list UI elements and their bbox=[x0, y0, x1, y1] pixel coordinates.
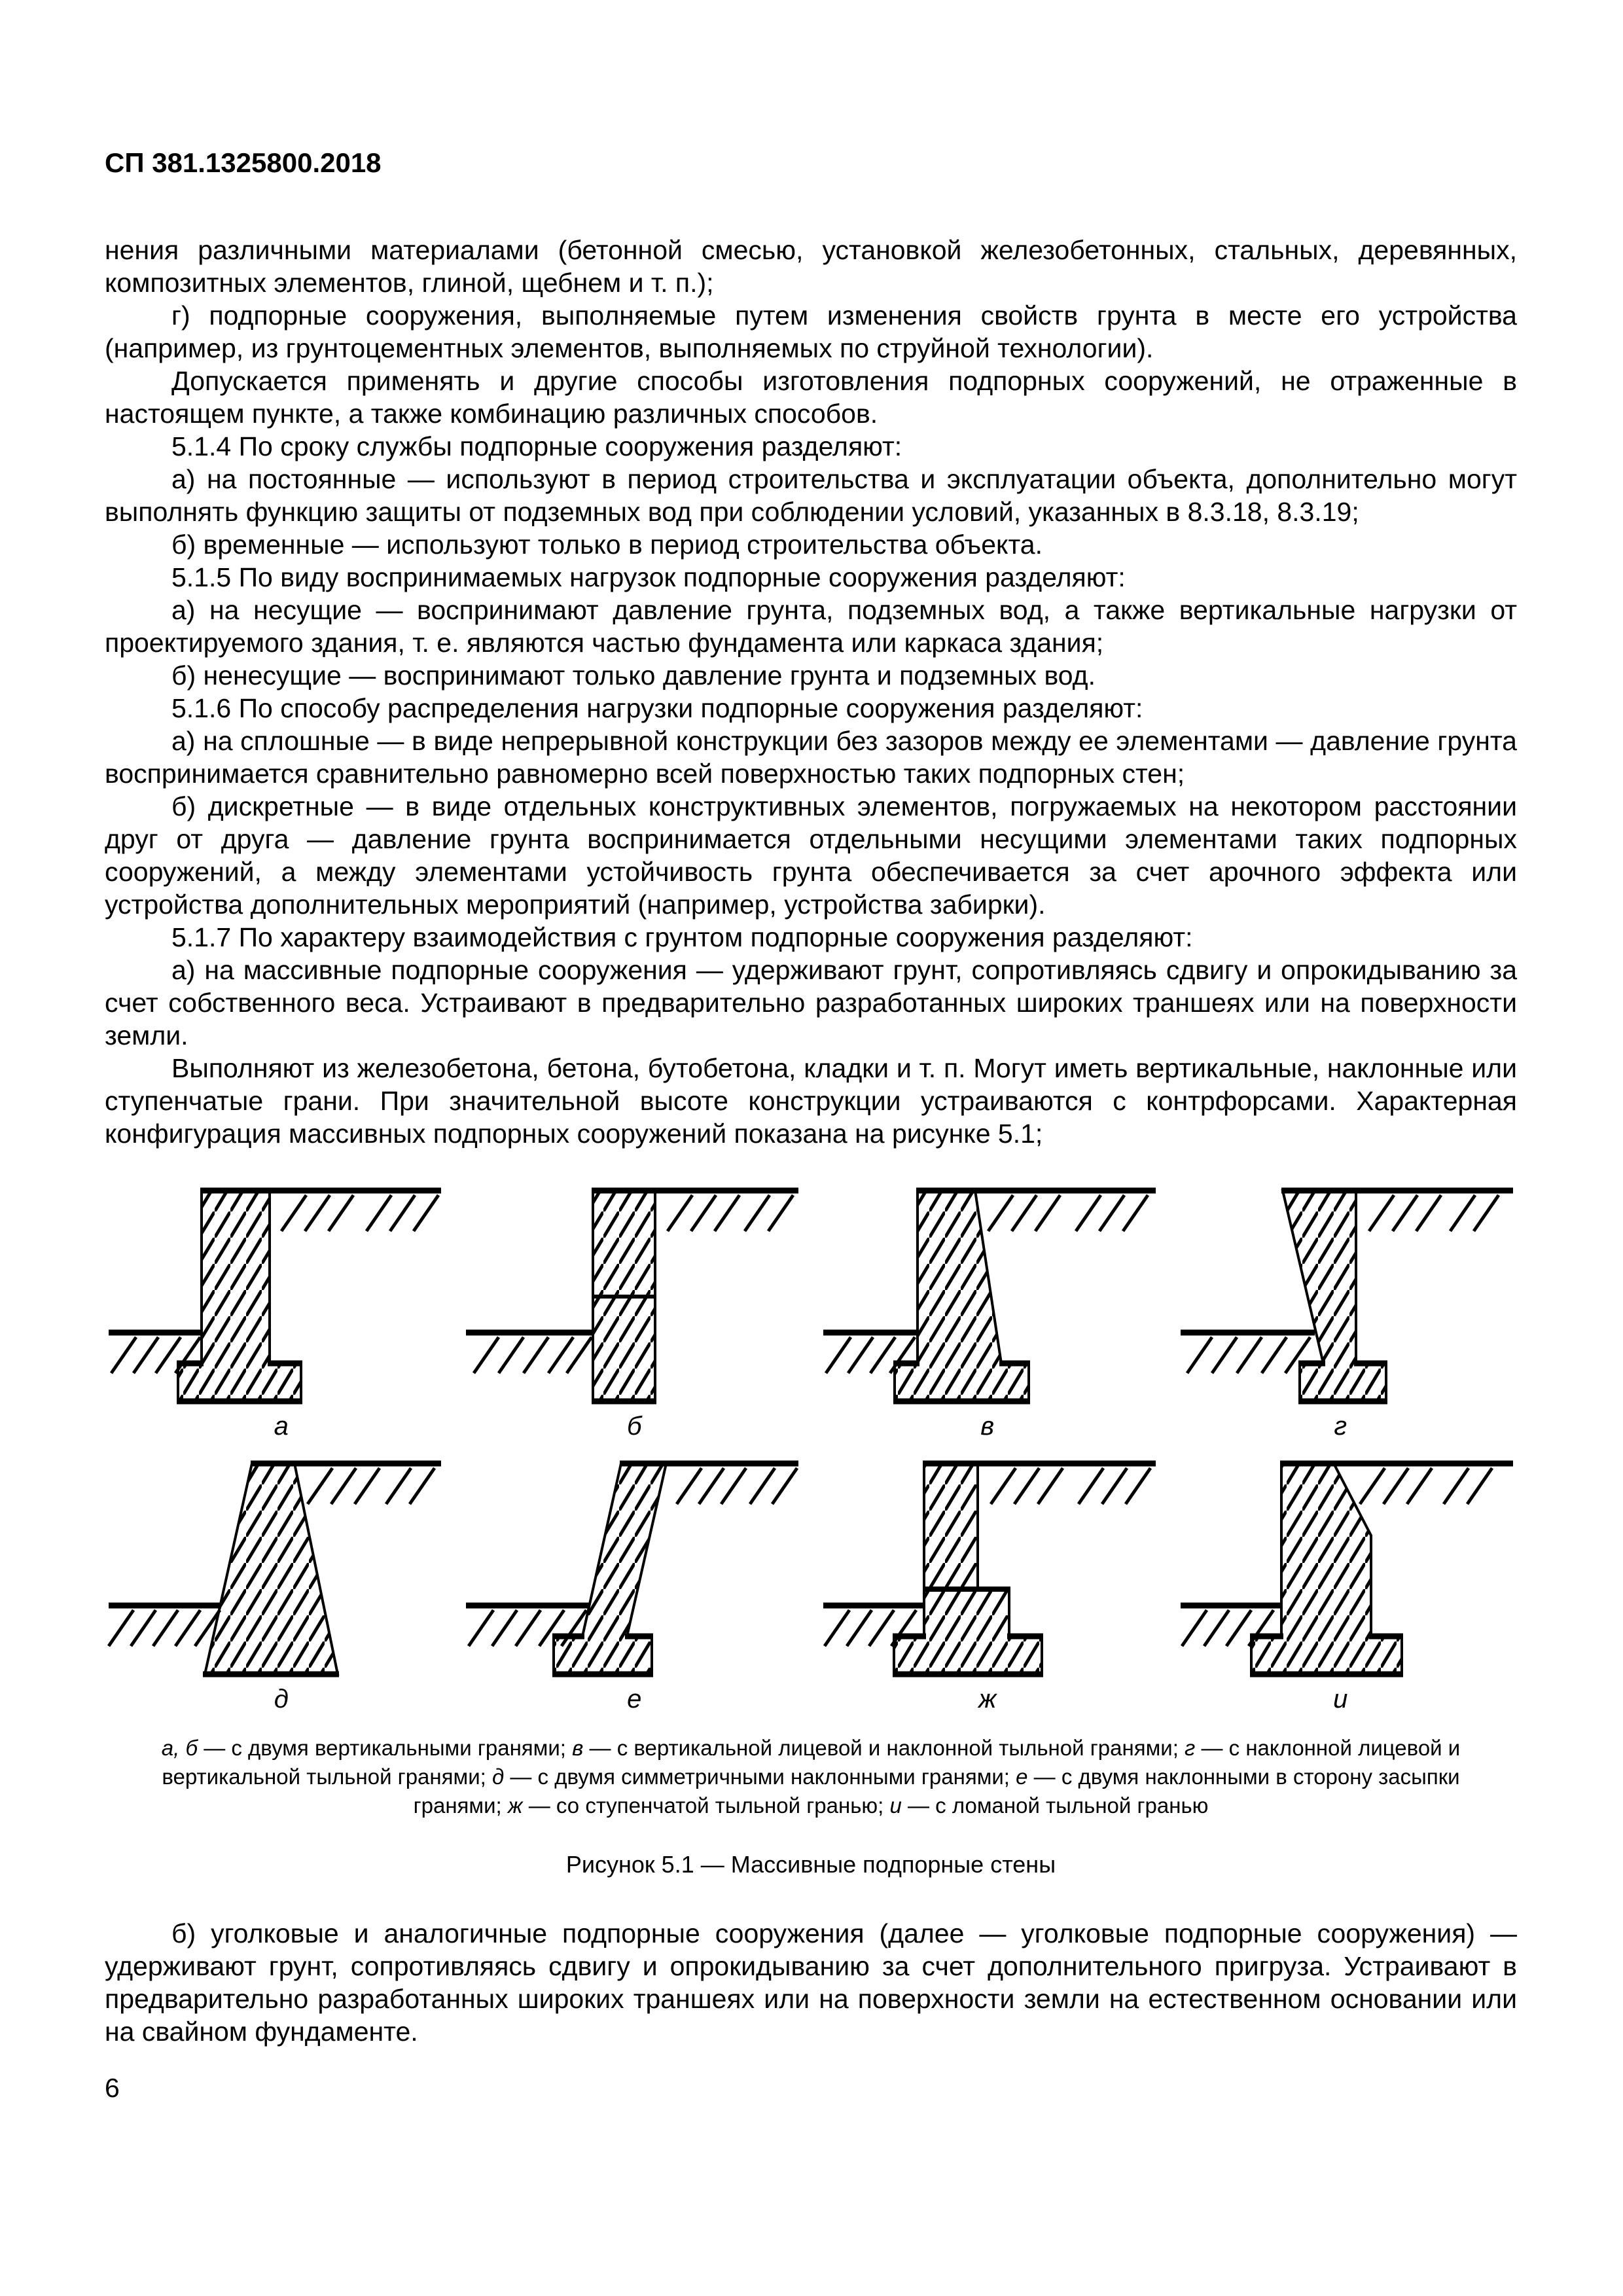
figure-caption: а, б — с двумя вертикальными гранями; в — с вертикальной лицевой и наклонной тыльной гранями; г — с наклонной лицевой и вертикальной тыльной гранями; д — с двумя симметричными наклонными гранями; е — с двумя наклонными в сторону засыпки гранями; ж — со ступенчатой тыльной гранью; и — с ломаной тыльной гранью bbox=[161, 1736, 1461, 1818]
diagram-i-wall-broken-back-face bbox=[1177, 1458, 1517, 1677]
figure-row-2-labels bbox=[105, 1684, 1517, 1714]
paragraph: б) дискретные — в виде отдельных конструктивных элементов, погружаемых на некотором расстоянии друг от друга — давление грунта воспринимается отдельными несущими элементами таких подпорных сооружений, а между элементами устойчивость грунта обеспечивается за счет арочного эффекта или устройства дополнительных мероприятий (например, устройства забирки). bbox=[105, 791, 1517, 920]
figure-row-2 bbox=[105, 1458, 1517, 1677]
diagram-label-e: е bbox=[627, 1685, 642, 1713]
document-code-header: СП 381.1325800.2018 bbox=[105, 147, 382, 178]
diagram-e-wall-faces-inclined-toward-backfill bbox=[462, 1458, 802, 1677]
diagram-label-i: и bbox=[1333, 1685, 1348, 1713]
paragraph: г) подпорные сооружения, выполняемые путем изменения свойств грунта в месте его устройства (например, из грунтоцементных элементов, выполняемых по струйной технологии). bbox=[105, 300, 1517, 363]
paragraph: б) временные — используют только в период строительства объекта. bbox=[171, 529, 1043, 560]
paragraph: б) уголковые и аналогичные подпорные сооружения (далее — уголковые подпорные сооружения) — удерживают грунт, сопротивляясь сдвигу и опрокидыванию за счет дополнительного пригруза. Устраивают в предварительно разработанных широких траншеях или на поверхности земли на естественном основании или на свайном фундаменте. bbox=[105, 1918, 1517, 2047]
paragraph: а) на массивные подпорные сооружения — удерживают грунт, сопротивляясь сдвигу и опрокидыванию за счет собственного веса. Устраивают в предварительно разработанных широких траншеях или на поверхности земли. bbox=[105, 955, 1517, 1050]
diagram-label-g: г bbox=[1334, 1412, 1347, 1441]
body-text bbox=[105, 234, 1517, 1150]
paragraph: нения различными материалами (бетонной смесью, установкой железобетонных, стальных, деревянных, композитных элементов, глиной, щебнем и т. п.); bbox=[105, 235, 1517, 298]
diagram-g-wall-inclined-face-vertical-back bbox=[1177, 1185, 1517, 1405]
paragraph-clause-5-1-6: 5.1.6 По способу распределения нагрузки подпорные сооружения разделяют: bbox=[171, 693, 1143, 723]
diagram-label-v: в bbox=[980, 1412, 995, 1441]
paragraph: а) на несущие — воспринимают давление грунта, подземных вод, а также вертикальные нагрузки от проектируемого здания, т. е. являются частью фундамента или каркаса здания; bbox=[105, 595, 1517, 658]
diagram-label-zh: ж bbox=[978, 1685, 997, 1713]
diagram-label-a: а bbox=[274, 1412, 289, 1441]
paragraph: Допускается применять и другие способы изготовления подпорных сооружений, не отраженные в настоящем пункте, а также комбинацию различных способов. bbox=[105, 366, 1517, 429]
paragraph-clause-5-1-5: 5.1.5 По виду воспринимаемых нагрузок подпорные сооружения разделяют: bbox=[171, 562, 1126, 592]
diagram-zh-wall-stepped-back-face bbox=[819, 1458, 1160, 1677]
figure-row-1 bbox=[105, 1185, 1517, 1405]
diagram-d-wall-symmetric-inclined-faces bbox=[105, 1458, 445, 1677]
page-number: 6 bbox=[105, 2073, 120, 2103]
paragraph: а) на постоянные — используют в период строительства и эксплуатации объекта, дополнительно могут выполнять функцию защиты от подземных вод при соблюдении условий, указанных в 8.3.18, 8.3.19; bbox=[105, 464, 1517, 527]
paragraph: б) ненесущие — воспринимают только давление грунта и подземных вод. bbox=[171, 660, 1096, 691]
paragraph-clause-5-1-4: 5.1.4 По сроку службы подпорные сооружения разделяют: bbox=[171, 431, 902, 461]
figure-title: Рисунок 5.1 — Массивные подпорные стены bbox=[565, 1851, 1056, 1878]
diagram-a-wall-two-vertical-faces bbox=[105, 1185, 445, 1405]
paragraph-clause-5-1-7: 5.1.7 По характеру взаимодействия с грунтом подпорные сооружения разделяют: bbox=[171, 922, 1193, 952]
diagram-b-wall-two-vertical-faces-jointed bbox=[462, 1185, 802, 1405]
paragraph: Выполняют из железобетона, бетона, бутобетона, кладки и т. п. Могут иметь вертикальные, наклонные или ступенчатые грани. При значительной высоте конструкции устраиваются с контрфорсами. Характерная конфигурация массивных подпорных сооружений показана на рисунке 5.1; bbox=[105, 1053, 1517, 1149]
figure-row-1-labels bbox=[105, 1411, 1517, 1441]
body-text-after-figure bbox=[105, 1917, 1517, 2048]
figure-5-1 bbox=[105, 1185, 1517, 1879]
paragraph: а) на сплошные — в виде непрерывной конструкции без зазоров между ее элементами — давление грунта воспринимается сравнительно равномерно всей поверхностью таких подпорных стен; bbox=[105, 726, 1517, 789]
diagram-v-wall-vertical-face-inclined-back bbox=[819, 1185, 1160, 1405]
diagram-label-d: д bbox=[274, 1685, 289, 1713]
diagram-label-b: б bbox=[627, 1412, 642, 1441]
